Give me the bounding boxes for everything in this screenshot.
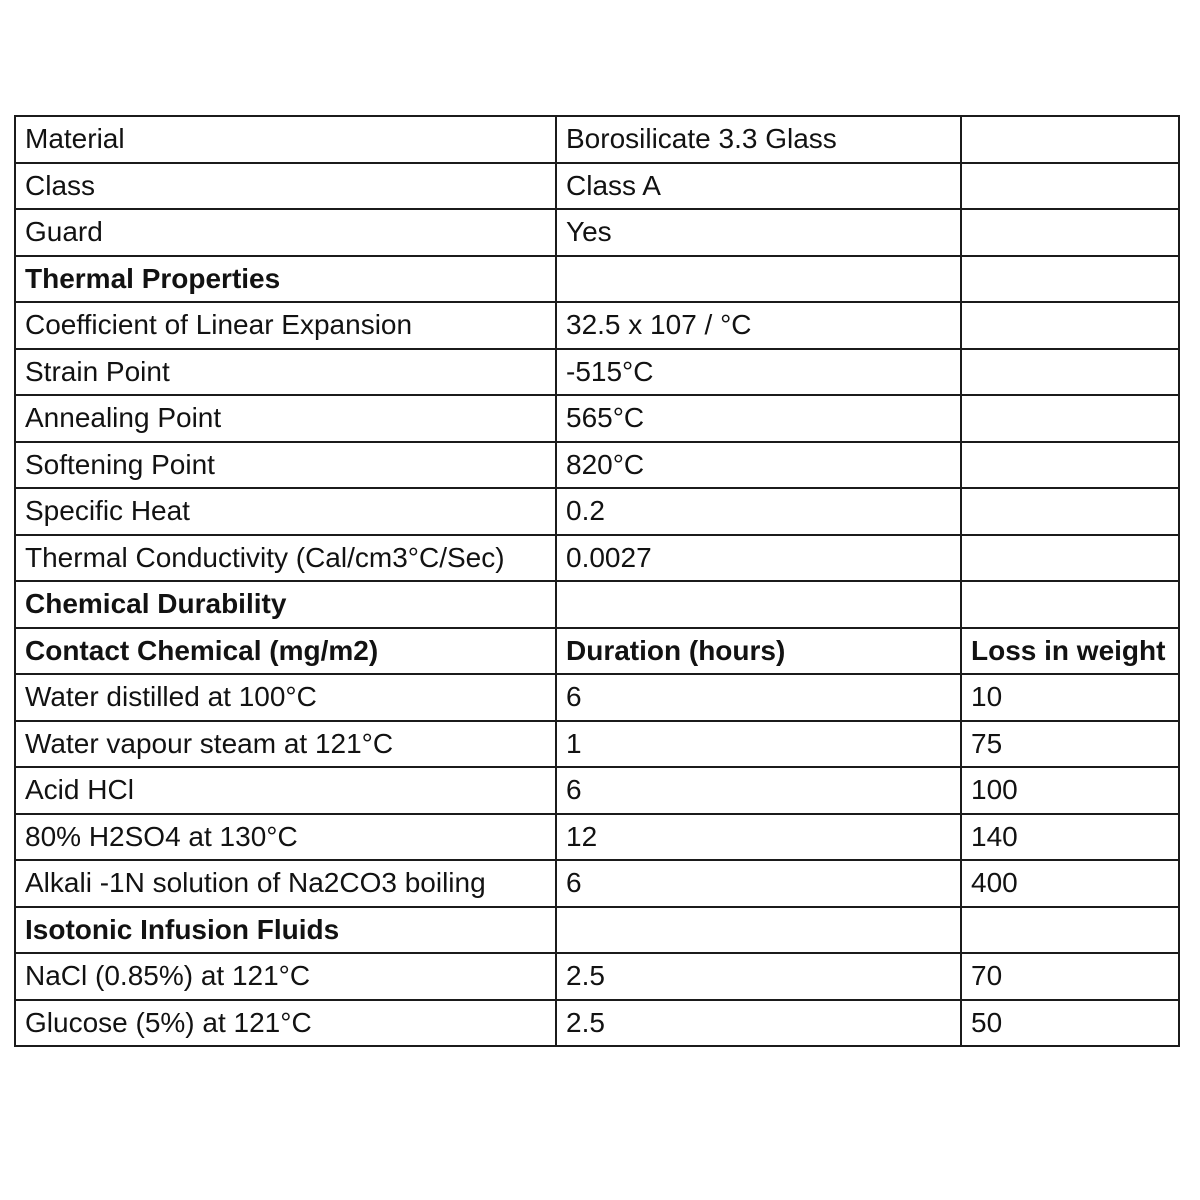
- table-row: [15, 163, 1179, 210]
- extra-cell: [961, 302, 1179, 349]
- table-row: [15, 1000, 1179, 1047]
- value-cell: [556, 581, 961, 628]
- value-cell: Borosilicate 3.3 Glass: [556, 116, 961, 163]
- material-spec-table: [14, 115, 1180, 1047]
- extra-cell: 140: [961, 814, 1179, 861]
- property-cell: Softening Point: [15, 442, 556, 489]
- extra-cell: [961, 256, 1179, 303]
- property-cell: Strain Point: [15, 349, 556, 396]
- extra-cell: 100: [961, 767, 1179, 814]
- value-cell: [556, 907, 961, 954]
- property-cell: Water distilled at 100°C: [15, 674, 556, 721]
- property-cell: NaCl (0.85%) at 121°C: [15, 953, 556, 1000]
- section-header-row: [15, 256, 1179, 303]
- section-header-row: [15, 581, 1179, 628]
- extra-cell: [961, 163, 1179, 210]
- value-cell: 6: [556, 674, 961, 721]
- property-cell: Contact Chemical (mg/m2): [15, 628, 556, 675]
- property-cell: 80% H2SO4 at 130°C: [15, 814, 556, 861]
- table-row: [15, 395, 1179, 442]
- value-cell: 6: [556, 860, 961, 907]
- table-row: [15, 953, 1179, 1000]
- value-cell: Yes: [556, 209, 961, 256]
- table-row: [15, 442, 1179, 489]
- table-row: [15, 767, 1179, 814]
- section-header-row: [15, 907, 1179, 954]
- property-cell: Glucose (5%) at 121°C: [15, 1000, 556, 1047]
- property-cell: Coefficient of Linear Expansion: [15, 302, 556, 349]
- table-row: [15, 814, 1179, 861]
- value-cell: 1: [556, 721, 961, 768]
- value-cell: 2.5: [556, 1000, 961, 1047]
- extra-cell: [961, 395, 1179, 442]
- value-cell: [556, 256, 961, 303]
- property-cell: Chemical Durability: [15, 581, 556, 628]
- property-cell: Class: [15, 163, 556, 210]
- value-cell: Duration (hours): [556, 628, 961, 675]
- value-cell: 32.5 x 107 / °C: [556, 302, 961, 349]
- extra-cell: 75: [961, 721, 1179, 768]
- table-row: [15, 116, 1179, 163]
- extra-cell: Loss in weight: [961, 628, 1179, 675]
- table-row: [15, 488, 1179, 535]
- value-cell: 565°C: [556, 395, 961, 442]
- value-cell: 0.0027: [556, 535, 961, 582]
- value-cell: 0.2: [556, 488, 961, 535]
- extra-cell: [961, 116, 1179, 163]
- property-cell: Guard: [15, 209, 556, 256]
- value-cell: -515°C: [556, 349, 961, 396]
- property-cell: Acid HCl: [15, 767, 556, 814]
- property-cell: Isotonic Infusion Fluids: [15, 907, 556, 954]
- extra-cell: 400: [961, 860, 1179, 907]
- property-cell: Specific Heat: [15, 488, 556, 535]
- extra-cell: [961, 535, 1179, 582]
- table-row: [15, 349, 1179, 396]
- property-cell: Annealing Point: [15, 395, 556, 442]
- property-cell: Thermal Conductivity (Cal/cm3°C/Sec): [15, 535, 556, 582]
- extra-cell: [961, 488, 1179, 535]
- value-cell: 12: [556, 814, 961, 861]
- table-row: [15, 721, 1179, 768]
- value-cell: 6: [556, 767, 961, 814]
- value-cell: 2.5: [556, 953, 961, 1000]
- spec-table-body: [15, 116, 1179, 1046]
- extra-cell: 50: [961, 1000, 1179, 1047]
- table-row: [15, 535, 1179, 582]
- property-cell: Thermal Properties: [15, 256, 556, 303]
- extra-cell: [961, 907, 1179, 954]
- value-cell: Class A: [556, 163, 961, 210]
- table-row: [15, 209, 1179, 256]
- property-cell: Water vapour steam at 121°C: [15, 721, 556, 768]
- property-cell: Material: [15, 116, 556, 163]
- extra-cell: [961, 209, 1179, 256]
- extra-cell: [961, 581, 1179, 628]
- column-header-row: [15, 628, 1179, 675]
- extra-cell: 70: [961, 953, 1179, 1000]
- extra-cell: [961, 349, 1179, 396]
- table-row: [15, 674, 1179, 721]
- table-row: [15, 860, 1179, 907]
- property-cell: Alkali -1N solution of Na2CO3 boiling: [15, 860, 556, 907]
- extra-cell: 10: [961, 674, 1179, 721]
- extra-cell: [961, 442, 1179, 489]
- table-row: [15, 302, 1179, 349]
- value-cell: 820°C: [556, 442, 961, 489]
